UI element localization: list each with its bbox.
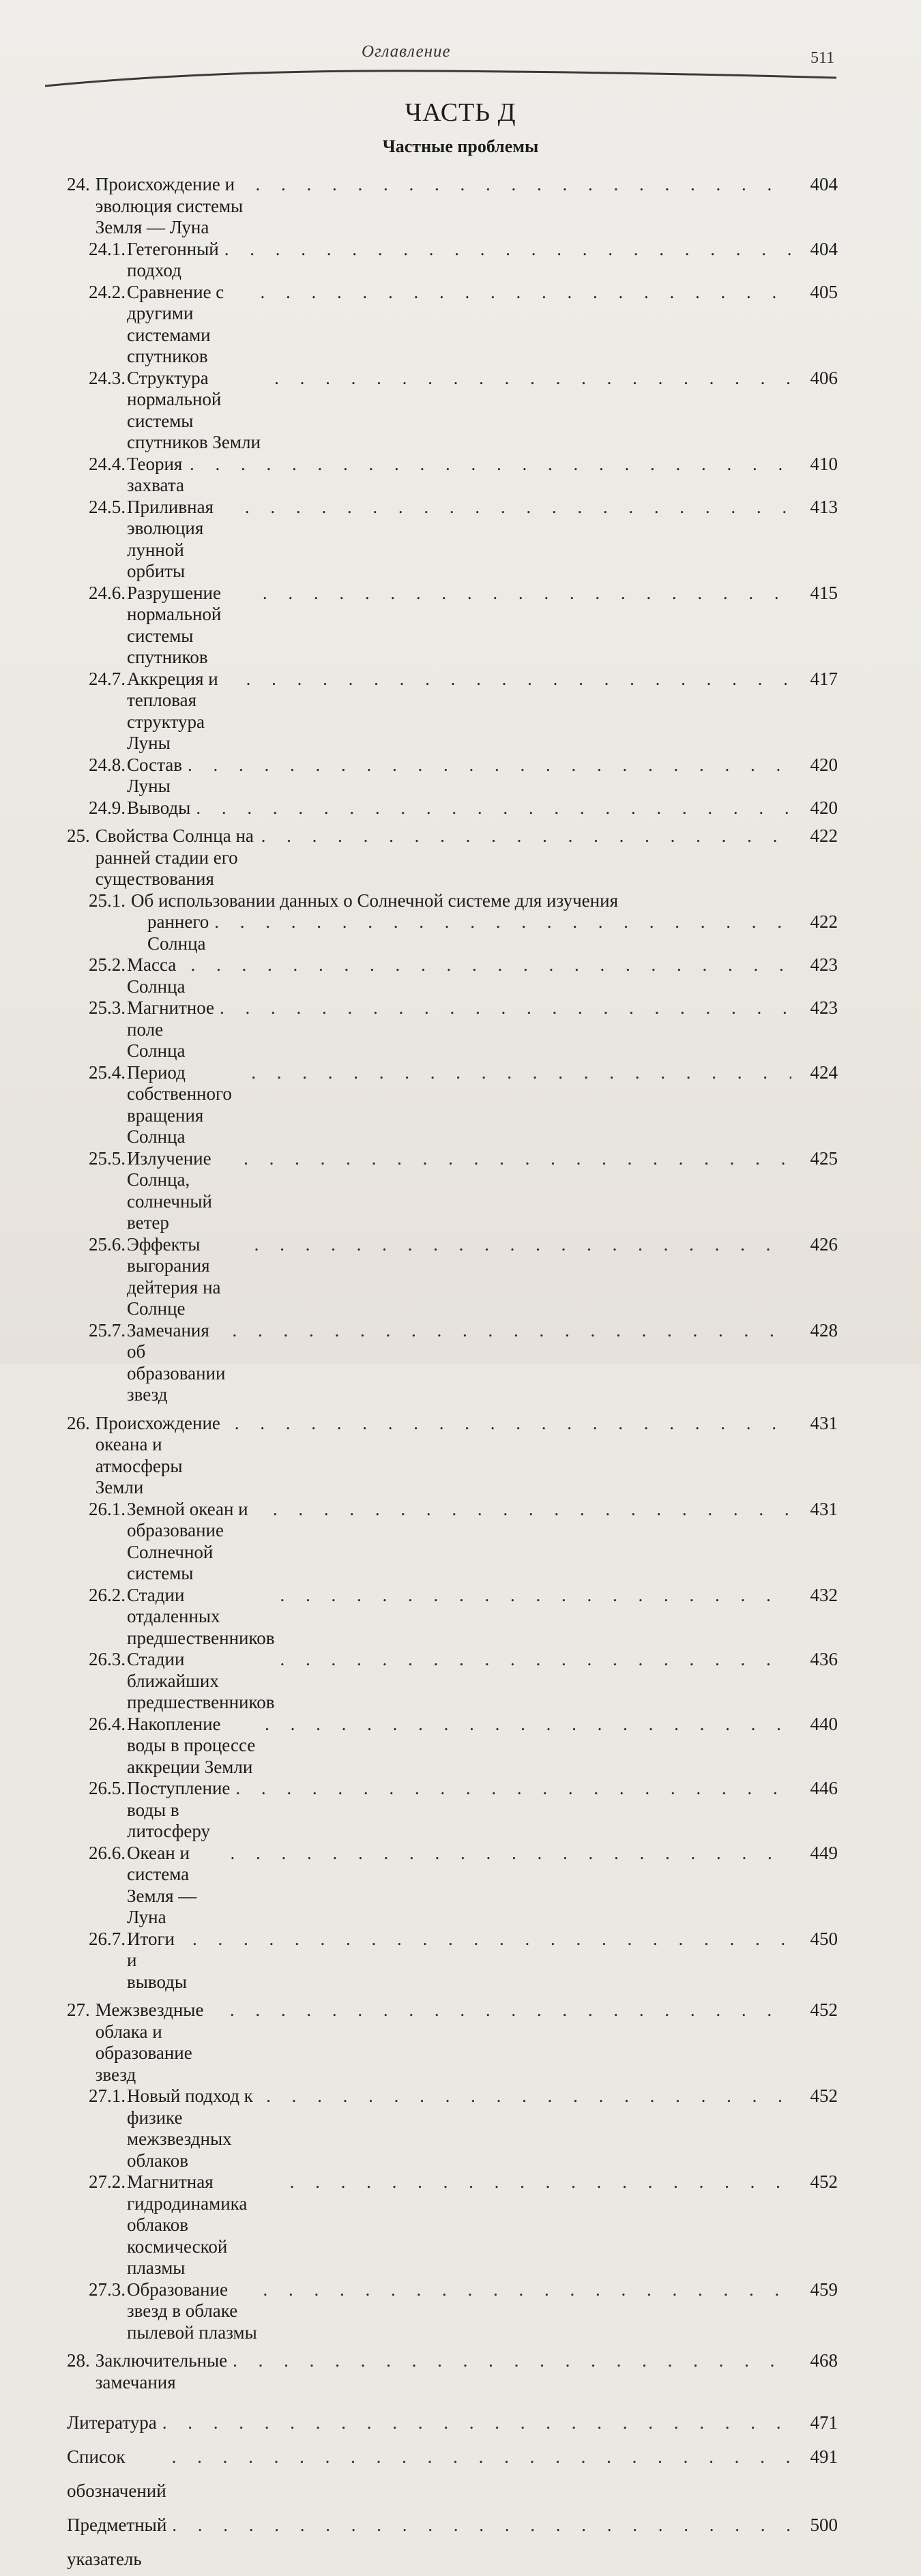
section-title: Эффекты выгорания дейтерия на Солнце <box>127 1233 221 1319</box>
page-ref: 405 <box>810 281 838 302</box>
dot-leader <box>244 1148 791 1170</box>
toc-entry-section[interactable] <box>67 368 838 454</box>
toc-entry-section[interactable] <box>67 1148 838 1234</box>
toc-entry-section[interactable] <box>67 1778 838 1843</box>
section-title: Итоги и выводы <box>127 1928 188 1992</box>
page-ref: 446 <box>810 1778 838 1798</box>
section-title: Структура нормальной системы спутников Земли <box>127 367 261 452</box>
page-ref: 404 <box>810 238 838 259</box>
dot-leader <box>224 239 791 261</box>
section-title: Магнитное поле Солнца <box>127 997 215 1061</box>
section-title: Стадии ближайших предшественников <box>127 1649 275 1712</box>
chapter-title: Происхождение и эволюция системы Земля — Луна <box>95 174 244 237</box>
page-ref: 406 <box>810 367 838 388</box>
section-title-line1: Об использовании данных о Солнечной системе для изучения <box>131 890 618 911</box>
chapter-title: Происхождение океана и атмосферы Земли <box>95 1412 220 1497</box>
section-title: Теория захвата <box>127 453 184 495</box>
page-ref: 422 <box>810 911 838 932</box>
toc-entry-chapter[interactable] <box>67 2000 838 2085</box>
section-title: Накопление воды в процессе аккреции Земли <box>127 1713 256 1777</box>
section-number: 24.1. <box>89 238 126 259</box>
dot-leader <box>251 1062 791 1084</box>
section-number: 25.5. <box>89 1147 126 1169</box>
chapter-number: 25. <box>67 825 90 846</box>
toc-entry-section[interactable] <box>67 997 838 1062</box>
page-ref: 440 <box>810 1713 838 1734</box>
page-ref: 423 <box>810 954 838 975</box>
chapter-27 <box>67 2000 838 2343</box>
section-title: Разрушение нормальной системы спутников <box>127 582 222 667</box>
section-number: 25.1. <box>89 890 126 911</box>
toc-entry-chapter[interactable] <box>67 825 838 890</box>
section-title: Океан и система Земля — Луна <box>127 1842 197 1927</box>
toc-entry-section[interactable] <box>67 1320 838 1406</box>
dot-leader <box>266 2085 791 2107</box>
dot-leader <box>280 1585 791 1607</box>
dot-leader <box>246 669 791 690</box>
toc-entry-section[interactable] <box>67 1062 838 1148</box>
section-title: Приливная эволюция лунной орбиты <box>127 496 214 581</box>
section-number: 26.1. <box>89 1498 126 1519</box>
page-ref: 431 <box>810 1412 838 1433</box>
section-number: 25.6. <box>89 1233 126 1255</box>
section-title: Новый подход к физике межзвездных облаков <box>127 2085 253 2171</box>
page-ref: 425 <box>810 1147 838 1169</box>
section-number: 24.5. <box>89 496 126 517</box>
running-head <box>0 42 921 70</box>
section-title: Аккреция и тепловая структура Луны <box>127 668 218 753</box>
dot-leader <box>214 911 791 933</box>
part-title: ЧАСТЬ Д <box>405 98 516 127</box>
toc-entry-section[interactable] <box>67 1499 838 1585</box>
page-ref: 415 <box>810 582 838 603</box>
toc-entry-section[interactable] <box>67 954 838 997</box>
toc-entry-backmatter[interactable] <box>67 2405 838 2440</box>
dot-leader <box>256 174 791 196</box>
dot-leader <box>233 1320 791 1342</box>
backmatter-title: Список обозначений <box>67 2446 166 2501</box>
section-number: 26.2. <box>89 1584 126 1605</box>
page-ref: 450 <box>810 1928 838 1949</box>
section-title: Замечания об образовании звезд <box>127 1319 226 1405</box>
section-number: 27.3. <box>89 2279 126 2300</box>
dot-leader <box>235 1413 791 1435</box>
toc-entry-chapter[interactable] <box>67 1413 838 1499</box>
section-number: 25.7. <box>89 1319 126 1341</box>
chapter-26 <box>67 1413 838 1993</box>
dot-leader <box>172 2440 791 2474</box>
page-ref: 436 <box>810 1649 838 1669</box>
page-ref: 471 <box>810 2412 838 2433</box>
page-ref: 426 <box>810 1233 838 1255</box>
dot-leader <box>191 954 792 976</box>
header-rule <box>45 67 836 87</box>
page-ref: 428 <box>810 1319 838 1341</box>
section-number: 26.5. <box>89 1778 126 1798</box>
dot-leader <box>280 1649 791 1671</box>
page-ref: 468 <box>810 2350 838 2371</box>
dot-leader <box>192 1929 791 1950</box>
page-ref: 413 <box>810 496 838 517</box>
dot-leader <box>230 1843 791 1864</box>
section-title: Состав Луны <box>127 754 183 796</box>
dot-leader <box>220 997 791 1019</box>
dot-leader <box>263 2279 791 2301</box>
chapter-24 <box>67 174 838 819</box>
dot-leader <box>265 1714 791 1736</box>
section-number: 26.6. <box>89 1842 126 1863</box>
page-ref: 491 <box>810 2446 838 2467</box>
section-title: Период собственного вращения Солнца <box>127 1062 232 1147</box>
dot-leader <box>263 583 791 604</box>
dot-leader <box>172 2508 791 2542</box>
chapter-title: Заключительные замечания <box>95 2350 228 2392</box>
page-ref: 420 <box>810 754 838 775</box>
page-ref: 410 <box>810 453 838 474</box>
toc-entry-section[interactable] <box>67 669 838 755</box>
section-number: 26.3. <box>89 1649 126 1669</box>
toc-entry-section[interactable] <box>67 239 838 282</box>
dot-leader <box>235 1778 791 1800</box>
dot-leader <box>162 2405 791 2440</box>
toc-entry-backmatter[interactable] <box>67 2508 838 2576</box>
toc-entry-chapter[interactable] <box>67 2350 838 2393</box>
page-ref: 449 <box>810 1842 838 1863</box>
chapter-number: 26. <box>67 1412 90 1433</box>
page-ref: 459 <box>810 2279 838 2300</box>
page-ref: 417 <box>810 668 838 689</box>
section-title-line2: раннего Солнца <box>147 911 209 954</box>
page-ref: 420 <box>810 797 838 818</box>
dot-leader <box>254 1234 791 1256</box>
dot-leader <box>233 2350 791 2372</box>
dot-leader <box>188 755 791 776</box>
backmatter <box>67 2405 838 2576</box>
section-number: 26.7. <box>89 1928 126 1949</box>
page-ref: 404 <box>810 174 838 194</box>
toc-entry-section[interactable] <box>67 1585 838 1650</box>
chapter-number: 24. <box>67 174 90 194</box>
section-title: Сравнение с другими системами спутников <box>127 281 224 366</box>
page-ref: 500 <box>810 2515 838 2535</box>
section-number: 25.4. <box>89 1062 126 1083</box>
toc-entry-section[interactable] <box>67 1929 838 1993</box>
toc-entry-section[interactable] <box>67 1714 838 1779</box>
running-title: Оглавление <box>362 42 451 61</box>
page-ref: 452 <box>810 2085 838 2106</box>
section-title: Гетегонный подход <box>127 238 219 280</box>
section-number: 25.3. <box>89 997 126 1018</box>
page-ref: 432 <box>810 1584 838 1605</box>
dot-leader <box>261 825 791 847</box>
dot-leader <box>190 454 791 475</box>
toc-entry-section[interactable] <box>67 755 838 797</box>
toc-entry-section[interactable] <box>67 797 838 819</box>
toc-entry-section[interactable] <box>67 454 838 497</box>
backmatter-title: Предметный указатель <box>67 2515 167 2569</box>
toc-entry-section[interactable] <box>67 1649 838 1714</box>
chapter-title: Свойства Солнца на ранней стадии его существования <box>95 825 254 889</box>
section-title: Выводы <box>127 797 191 818</box>
backmatter-title: Литература <box>67 2412 157 2433</box>
dot-leader <box>230 2000 791 2021</box>
section-number: 26.4. <box>89 1713 126 1734</box>
section-title: Стадии отдаленных предшественников <box>127 1584 275 1648</box>
page-ref: 424 <box>810 1062 838 1083</box>
toc-entry-chapter[interactable] <box>67 174 838 239</box>
toc-entry-section[interactable] <box>67 2279 838 2344</box>
chapter-number: 28. <box>67 2350 90 2371</box>
section-number: 24.4. <box>89 453 126 474</box>
toc-entry-section[interactable] <box>67 2171 838 2279</box>
section-number: 24.2. <box>89 281 126 302</box>
toc-entry-section[interactable] <box>67 282 838 368</box>
page-ref: 423 <box>810 997 838 1018</box>
toc-entry-section[interactable] <box>67 1843 838 1929</box>
section-number: 27.2. <box>89 2171 126 2192</box>
page-ref: 422 <box>810 825 838 846</box>
toc-entry-section[interactable] <box>67 583 838 669</box>
toc-entry-section[interactable] <box>67 497 838 583</box>
section-number: 24.9. <box>89 797 126 818</box>
dot-leader <box>273 1499 791 1521</box>
section-number: 27.1. <box>89 2085 126 2106</box>
chapter-number: 27. <box>67 2000 90 2020</box>
toc-entry-section[interactable] <box>67 890 838 955</box>
page-ref: 452 <box>810 2000 838 2020</box>
table-of-contents <box>67 174 838 2576</box>
dot-leader <box>245 497 791 518</box>
toc-entry-section[interactable] <box>67 2085 838 2171</box>
section-title: Излучение Солнца, солнечный ветер <box>127 1147 212 1233</box>
toc-entry-backmatter[interactable] <box>67 2440 838 2508</box>
page-ref: 452 <box>810 2171 838 2192</box>
part-subtitle: Частные проблемы <box>382 136 539 156</box>
page-number: 511 <box>810 49 835 67</box>
section-title: Поступление воды в литосферу <box>127 1778 231 1841</box>
dot-leader <box>260 282 791 304</box>
chapter-title: Межзвездные облака и образование звезд <box>95 2000 204 2085</box>
section-number: 24.3. <box>89 367 126 388</box>
chapter-25 <box>67 825 838 1406</box>
page-ref: 431 <box>810 1498 838 1519</box>
dot-leader <box>196 797 791 819</box>
section-title: Магнитная гидродинамика облаков космической плазмы <box>127 2171 248 2278</box>
chapter-28 <box>67 2350 838 2393</box>
section-title: Земной океан и образование Солнечной системы <box>127 1498 248 1583</box>
section-title: Образование звезд в облаке пылевой плазмы <box>127 2279 257 2343</box>
toc-entry-section[interactable] <box>67 1234 838 1320</box>
section-title: Масса Солнца <box>127 954 186 997</box>
section-number: 24.8. <box>89 754 126 775</box>
section-number: 24.6. <box>89 582 126 603</box>
section-number: 25.2. <box>89 954 126 975</box>
dot-leader <box>290 2171 791 2193</box>
dot-leader <box>274 368 791 390</box>
section-number: 24.7. <box>89 668 126 689</box>
